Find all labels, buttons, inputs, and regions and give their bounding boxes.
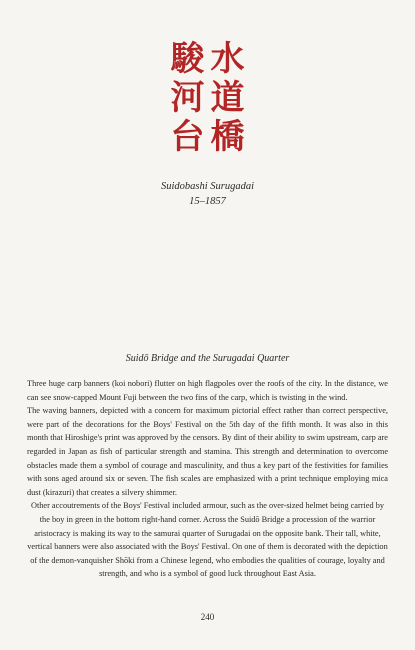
japanese-title <box>0 40 415 157</box>
kanji-char: 駿 <box>170 39 205 79</box>
page-number: 240 <box>200 612 215 622</box>
paragraph: Three huge carp banners (koi nobori) flutter on high flagpoles over the roofs of the city. In the distance, we can see snow-capped Mount Fuji between the two fins of the carp, which is twisting in the wind. <box>27 379 388 402</box>
section-heading: Suidō Bridge and the Surugadai Quarter <box>125 353 290 364</box>
artwork-caption <box>0 179 415 209</box>
kanji-char: 水 <box>210 39 245 79</box>
kanji-char: 橋 <box>210 117 245 157</box>
paragraph: The waving banners, depicted with a concern for maximum pictorial effect rather than correct perspective, were part of the decorations for the Boys' Festival on the 5th day of the fifth month. It was also in this month that Hiroshige's print was approved by the censors. By dint of their ability to swim upstream, carp are regarded in Japan as fish of particular strength and stamina. This strength and determination to overcome obstacles made them a symbol of courage and masculinity, and thus a key part of the festivities for families with sons aged around six or seven. The fish scales are emphasized with a print technique employing mica dust (kirazuri) that creates a silvery shimmer. <box>27 406 388 497</box>
japanese-title-column-left <box>171 40 205 157</box>
kanji-char: 台 <box>170 117 205 157</box>
artwork-title: Suidobashi Surugadai <box>160 181 255 192</box>
kanji-char: 道 <box>210 78 245 118</box>
artwork-date: 15–1857 <box>189 196 226 207</box>
japanese-title-column-right <box>211 40 245 157</box>
body-text <box>27 377 388 581</box>
paragraph: Other accoutrements of the Boys' Festival included armour, such as the over-sized helmet being carried by the boy in green in the bottom right-hand corner. Across the Suidō Bridge a procession of the warrior aristocracy is making its way to the samurai quarter of Surugadai on the opposite bank. Their tall, white, vertical banners were also associated with the Boys' Festival. On one of them is decorated with the depiction of the demon-vanquisher Shōki from a Chinese legend, who embodies the qualities of courage, loyalty and strength, and who is a symbol of good luck throughout East Asia. <box>27 501 388 579</box>
kanji-char: 河 <box>170 78 205 118</box>
